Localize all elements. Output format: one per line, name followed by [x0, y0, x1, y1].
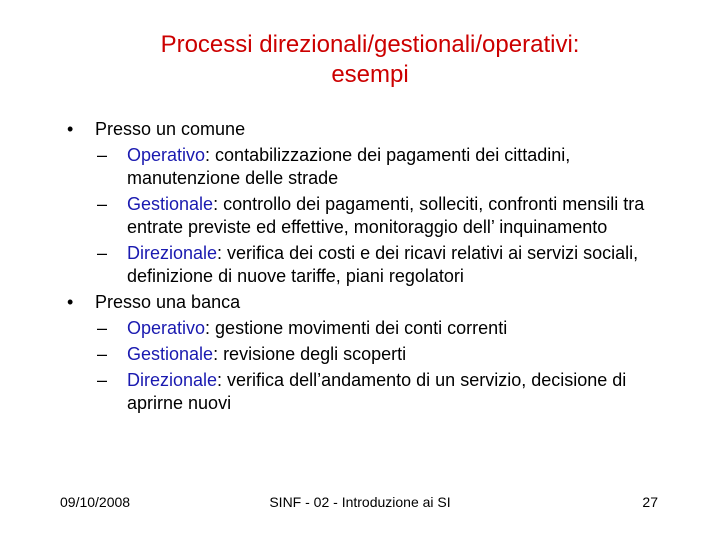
keyword-label: Direzionale	[127, 243, 218, 263]
sub-item-text: : gestione movimenti dei conti correnti	[205, 318, 508, 338]
keyword-label: Operativo	[127, 318, 206, 338]
bullet-text: Presso un comune	[95, 119, 246, 139]
sub-item-banca-gestionale	[97, 343, 667, 366]
slide-body	[0, 118, 720, 418]
slide-title	[80, 30, 660, 90]
sub-item-comune-operativo	[97, 144, 667, 190]
dash-icon: –	[97, 243, 108, 263]
keyword-label: Gestionale	[127, 344, 214, 364]
slide-title-line-1: Processi direzionali/gestionali/operativi:	[160, 31, 580, 58]
sub-item-text: : revisione degli scoperti	[213, 344, 407, 364]
sub-item-banca-direzionale	[97, 369, 667, 415]
footer-date: 09/10/2008	[60, 494, 131, 510]
sub-item-comune-direzionale	[97, 242, 667, 288]
sub-item-text: : verifica dell’andamento di un servizio, decisione di aprirne nuovi	[127, 370, 627, 413]
sub-item-text: : contabilizzazione dei pagamenti dei cittadini, manutenzione delle strade	[127, 145, 571, 188]
sub-item-comune-gestionale	[97, 193, 667, 239]
bullet-item-comune	[67, 118, 720, 141]
dash-icon: –	[97, 145, 108, 165]
keyword-label: Operativo	[127, 145, 206, 165]
bullet-item-banca	[67, 291, 720, 314]
dash-icon: –	[97, 370, 108, 390]
footer-course-title: SINF - 02 - Introduzione ai SI	[269, 494, 451, 510]
sub-item-text: : verifica dei costi e dei ricavi relativi ai servizi sociali, definizione di nuove tariffe, piani regolatori	[127, 243, 639, 286]
dash-icon: –	[97, 318, 108, 338]
bullet-icon: •	[67, 292, 74, 312]
sub-item-banca-operativo	[97, 317, 667, 340]
sub-item-text: : controllo dei pagamenti, solleciti, confronti mensili tra entrate previste ed effettive, monitoraggio dell’ inquinamento	[127, 194, 645, 237]
dash-icon: –	[97, 344, 108, 364]
keyword-label: Direzionale	[127, 370, 218, 390]
bullet-icon: •	[67, 119, 74, 139]
keyword-label: Gestionale	[127, 194, 214, 214]
dash-icon: –	[97, 194, 108, 214]
bullet-text: Presso una banca	[95, 292, 241, 312]
slide-title-line-2: esempi	[331, 61, 409, 88]
footer-page-number: 27	[642, 494, 658, 510]
